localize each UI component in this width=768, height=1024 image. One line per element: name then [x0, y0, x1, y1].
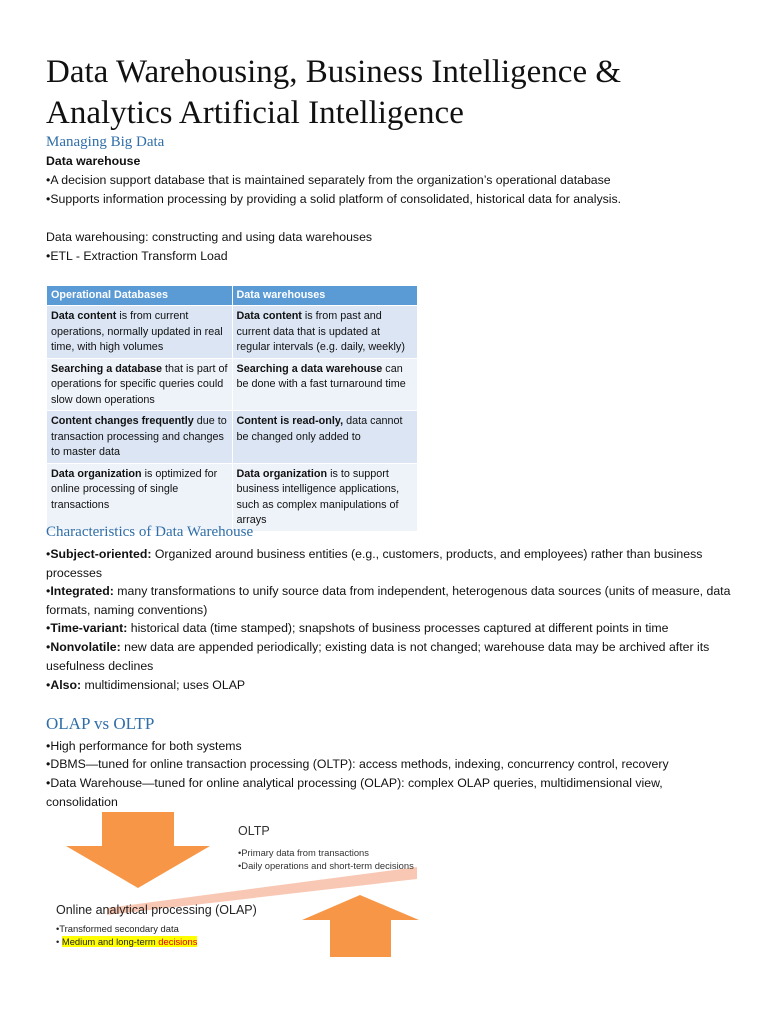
highlighted-text: Medium and long-term decisions: [61, 936, 198, 947]
heading-managing-big-data: Managing Big Data: [46, 134, 165, 150]
table-row: [47, 411, 418, 464]
char-subject-oriented: • Subject-oriented: Organized around business entities (e.g., customers, products, and employees) rather than business processes: [46, 545, 736, 582]
olap-item-3: • Data Warehouse—tuned for online analytical processing (OLAP): complex OLAP queries, multidimensional view, consolidation: [46, 774, 736, 811]
table-cell: Searching a data warehouse can be done with a fast turnaround time: [232, 358, 418, 411]
bullet-dw-2: • Supports information processing by providing a solid platform of consolidated, historical data for analysis.: [46, 190, 736, 209]
table-cell: Data content is from current operations, normally updated in real time, with high volumes: [47, 306, 233, 359]
table-row: [47, 306, 418, 359]
olap-item-1: • High performance for both systems: [46, 737, 736, 756]
olap-bullet-1: • Transformed secondary data: [56, 923, 179, 934]
up-arrow-shape: [302, 895, 419, 957]
label-data-warehouse: Data warehouse: [46, 154, 141, 168]
char-time-variant: • Time-variant: historical data (time stamped); snapshots of business processes captured at different points in time: [46, 619, 736, 638]
table-cell: Searching a database that is part of operations for specific queries could slow down operations: [47, 358, 233, 411]
table-row: [47, 463, 418, 531]
bullet-dw-1: • A decision support database that is maintained separately from the organization’s operational database: [46, 171, 736, 190]
olap-title: Online analytical processing (OLAP): [56, 903, 257, 917]
table-cell: Data organization is to support business intelligence applications, such as complex manipulations of arrays: [232, 463, 418, 531]
table-cell: Data organization is optimized for online processing of single transactions: [47, 463, 233, 531]
heading-olap-vs-oltp: OLAP vs OLTP: [46, 714, 155, 733]
oltp-title: OLTP: [238, 824, 270, 838]
table-header-row: [47, 286, 418, 306]
line-data-warehousing: Data warehousing: constructing and using data warehouses: [46, 230, 373, 244]
down-arrow-shape: [66, 812, 210, 888]
table-cell: Data content is from past and current data that is updated at regular intervals (e.g. daily, weekly): [232, 306, 418, 359]
page-title: Data Warehousing, Business Intelligence & Analytics Artificial Intelligence: [46, 54, 622, 131]
olap-bullet-2: • Medium and long-term decisions: [56, 936, 198, 947]
olap-item-2: • DBMS—tuned for online transaction processing (OLTP): access methods, indexing, concurrency control, recovery: [46, 755, 736, 774]
table-cell: Content changes frequently due to transaction processing and changes to master data: [47, 411, 233, 464]
comparison-table: [46, 285, 418, 532]
heading-characteristics: Characteristics of Data Warehouse: [46, 524, 254, 540]
char-nonvolatile: • Nonvolatile: new data are appended periodically; existing data is not changed; warehouse data may be archived after its usefulness declines: [46, 638, 736, 675]
table-header-operational: Operational Databases: [47, 286, 233, 306]
bullet-etl: • ETL - Extraction Transform Load: [46, 247, 736, 266]
char-integrated: • Integrated: many transformations to unify source data from independent, heterogenous data sources (units of measure, data formats, naming conventions): [46, 582, 736, 619]
table-cell: Content is read-only, data cannot be changed only added to: [232, 411, 418, 464]
char-also: • Also: multidimensional; uses OLAP: [46, 676, 736, 695]
table-header-warehouses: Data warehouses: [232, 286, 418, 306]
oltp-bullet-2: • Daily operations and short-term decisions: [238, 860, 414, 871]
oltp-bullet-1: • Primary data from transactions: [238, 847, 369, 858]
table-row: [47, 358, 418, 411]
